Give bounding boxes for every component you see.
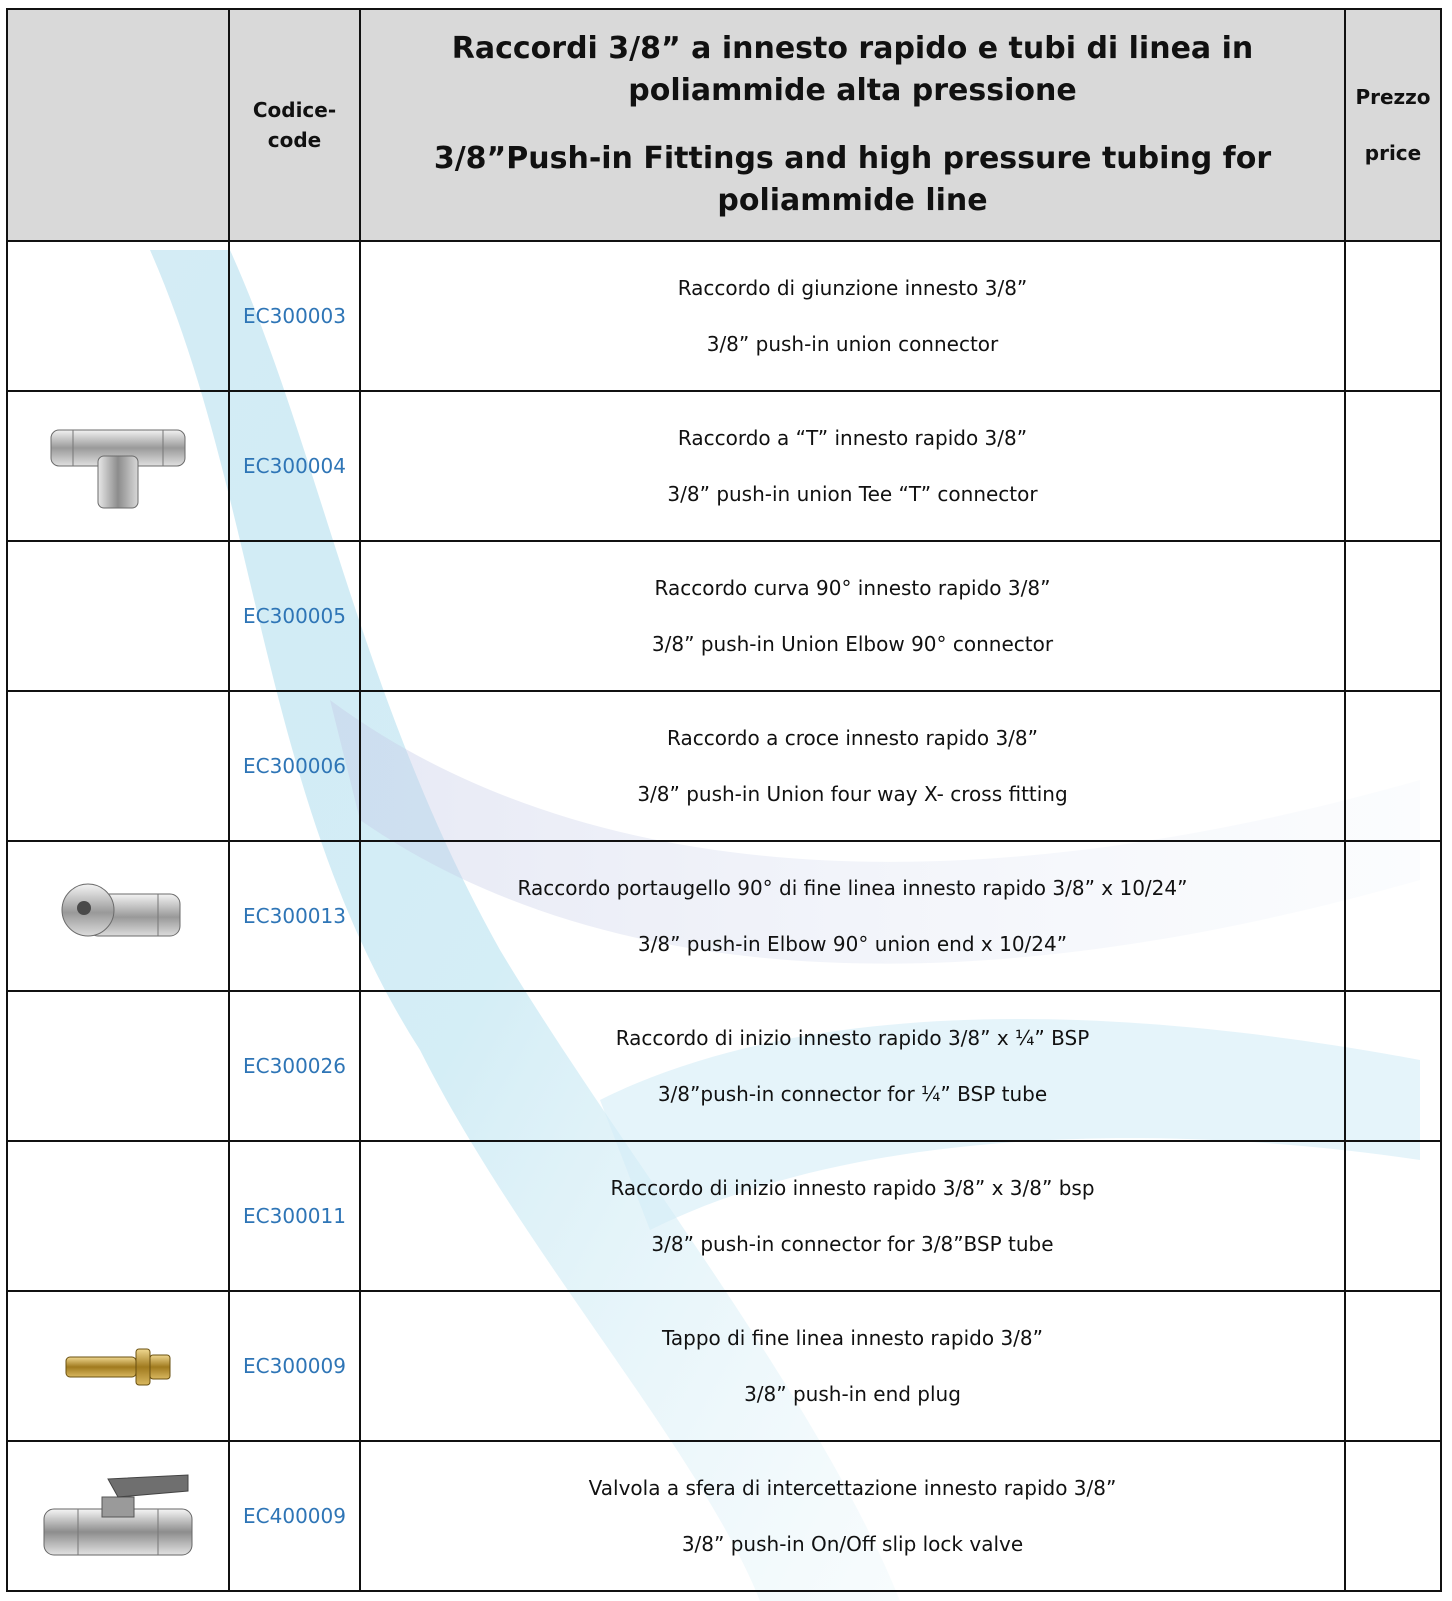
product-image-cell <box>7 991 229 1141</box>
description-it: Raccordo di giunzione innesto 3/8” <box>677 276 1028 300</box>
table-row <box>7 1441 1441 1591</box>
description-it: Raccordo di inizio innesto rapido 3/8” x ¼” BSP <box>615 1026 1090 1050</box>
product-code[interactable]: EC300003 <box>229 241 360 391</box>
description-it: Raccordo di inizio innesto rapido 3/8” x 3/8” bsp <box>610 1176 1095 1200</box>
product-description <box>360 991 1345 1141</box>
end-plug-icon <box>58 1341 178 1391</box>
price-label-it: Prezzo <box>1355 85 1431 109</box>
product-code[interactable]: EC300026 <box>229 991 360 1141</box>
description-en: 3/8” push-in end plug <box>744 1382 961 1406</box>
price-cell <box>1345 391 1441 541</box>
table-row <box>7 991 1441 1141</box>
price-cell <box>1345 1441 1441 1591</box>
table-title-en: 3/8”Push-in Fittings and high pressure tubing for poliammide line <box>433 141 1272 218</box>
table-row <box>7 1141 1441 1291</box>
ball-valve-icon <box>38 1469 198 1564</box>
tee-fitting-icon <box>43 416 193 516</box>
product-code[interactable]: EC400009 <box>229 1441 360 1591</box>
description-en: 3/8” push-in Elbow 90° union end x 10/24” <box>637 932 1068 956</box>
elbow-end-icon <box>48 876 188 956</box>
product-description <box>360 391 1345 541</box>
description-en: 3/8” push-in union Tee “T” connector <box>667 482 1038 506</box>
description-en: 3/8” push-in union connector <box>706 332 999 356</box>
price-cell <box>1345 841 1441 991</box>
product-description <box>360 841 1345 991</box>
table-row <box>7 391 1441 541</box>
price-cell <box>1345 241 1441 391</box>
price-cell <box>1345 1141 1441 1291</box>
product-code[interactable]: EC300005 <box>229 541 360 691</box>
price-cell <box>1345 691 1441 841</box>
product-code[interactable]: EC300004 <box>229 391 360 541</box>
product-image-cell <box>7 241 229 391</box>
product-image-cell <box>7 1291 229 1441</box>
description-it: Raccordo portaugello 90° di fine linea innesto rapido 3/8” x 10/24” <box>517 876 1188 900</box>
description-it: Valvola a sfera di intercettazione innesto rapido 3/8” <box>588 1476 1117 1500</box>
code-column-label: Codice- code <box>252 98 337 152</box>
description-en: 3/8” push-in connector for 3/8”BSP tube <box>651 1232 1054 1256</box>
product-description <box>360 541 1345 691</box>
product-image-cell <box>7 1441 229 1591</box>
description-en: 3/8”push-in connector for ¼” BSP tube <box>657 1082 1048 1106</box>
header-code-cell <box>229 9 360 241</box>
product-code[interactable]: EC300006 <box>229 691 360 841</box>
table-row <box>7 241 1441 391</box>
description-it: Raccordo curva 90° innesto rapido 3/8” <box>654 576 1051 600</box>
product-image-cell <box>7 1141 229 1291</box>
product-image-cell <box>7 691 229 841</box>
table-row <box>7 541 1441 691</box>
price-cell <box>1345 1291 1441 1441</box>
price-cell <box>1345 991 1441 1141</box>
product-image-cell <box>7 841 229 991</box>
price-cell <box>1345 541 1441 691</box>
product-description <box>360 691 1345 841</box>
description-it: Tappo di fine linea innesto rapido 3/8” <box>661 1326 1044 1350</box>
header-price-cell <box>1345 9 1441 241</box>
table-row <box>7 841 1441 991</box>
product-code[interactable]: EC300013 <box>229 841 360 991</box>
description-en: 3/8” push-in Union Elbow 90° connector <box>651 632 1054 656</box>
product-image-cell <box>7 541 229 691</box>
product-table <box>6 8 1442 1592</box>
product-image-cell <box>7 391 229 541</box>
description-it: Raccordo a croce innesto rapido 3/8” <box>666 726 1039 750</box>
product-code[interactable]: EC300011 <box>229 1141 360 1291</box>
table-title-it: Raccordi 3/8” a innesto rapido e tubi di linea in poliammide alta pressione <box>451 31 1254 108</box>
price-label-en: price <box>1364 141 1422 165</box>
header-image-cell <box>7 9 229 241</box>
table-row <box>7 691 1441 841</box>
header-title-cell <box>360 9 1345 241</box>
table-row <box>7 1291 1441 1441</box>
product-description <box>360 1441 1345 1591</box>
product-description <box>360 241 1345 391</box>
table-header-row <box>7 9 1441 241</box>
description-en: 3/8” push-in Union four way X- cross fitting <box>637 782 1068 806</box>
description-en: 3/8” push-in On/Off slip lock valve <box>681 1532 1024 1556</box>
product-description <box>360 1141 1345 1291</box>
product-description <box>360 1291 1345 1441</box>
description-it: Raccordo a “T” innesto rapido 3/8” <box>677 426 1028 450</box>
product-code[interactable]: EC300009 <box>229 1291 360 1441</box>
